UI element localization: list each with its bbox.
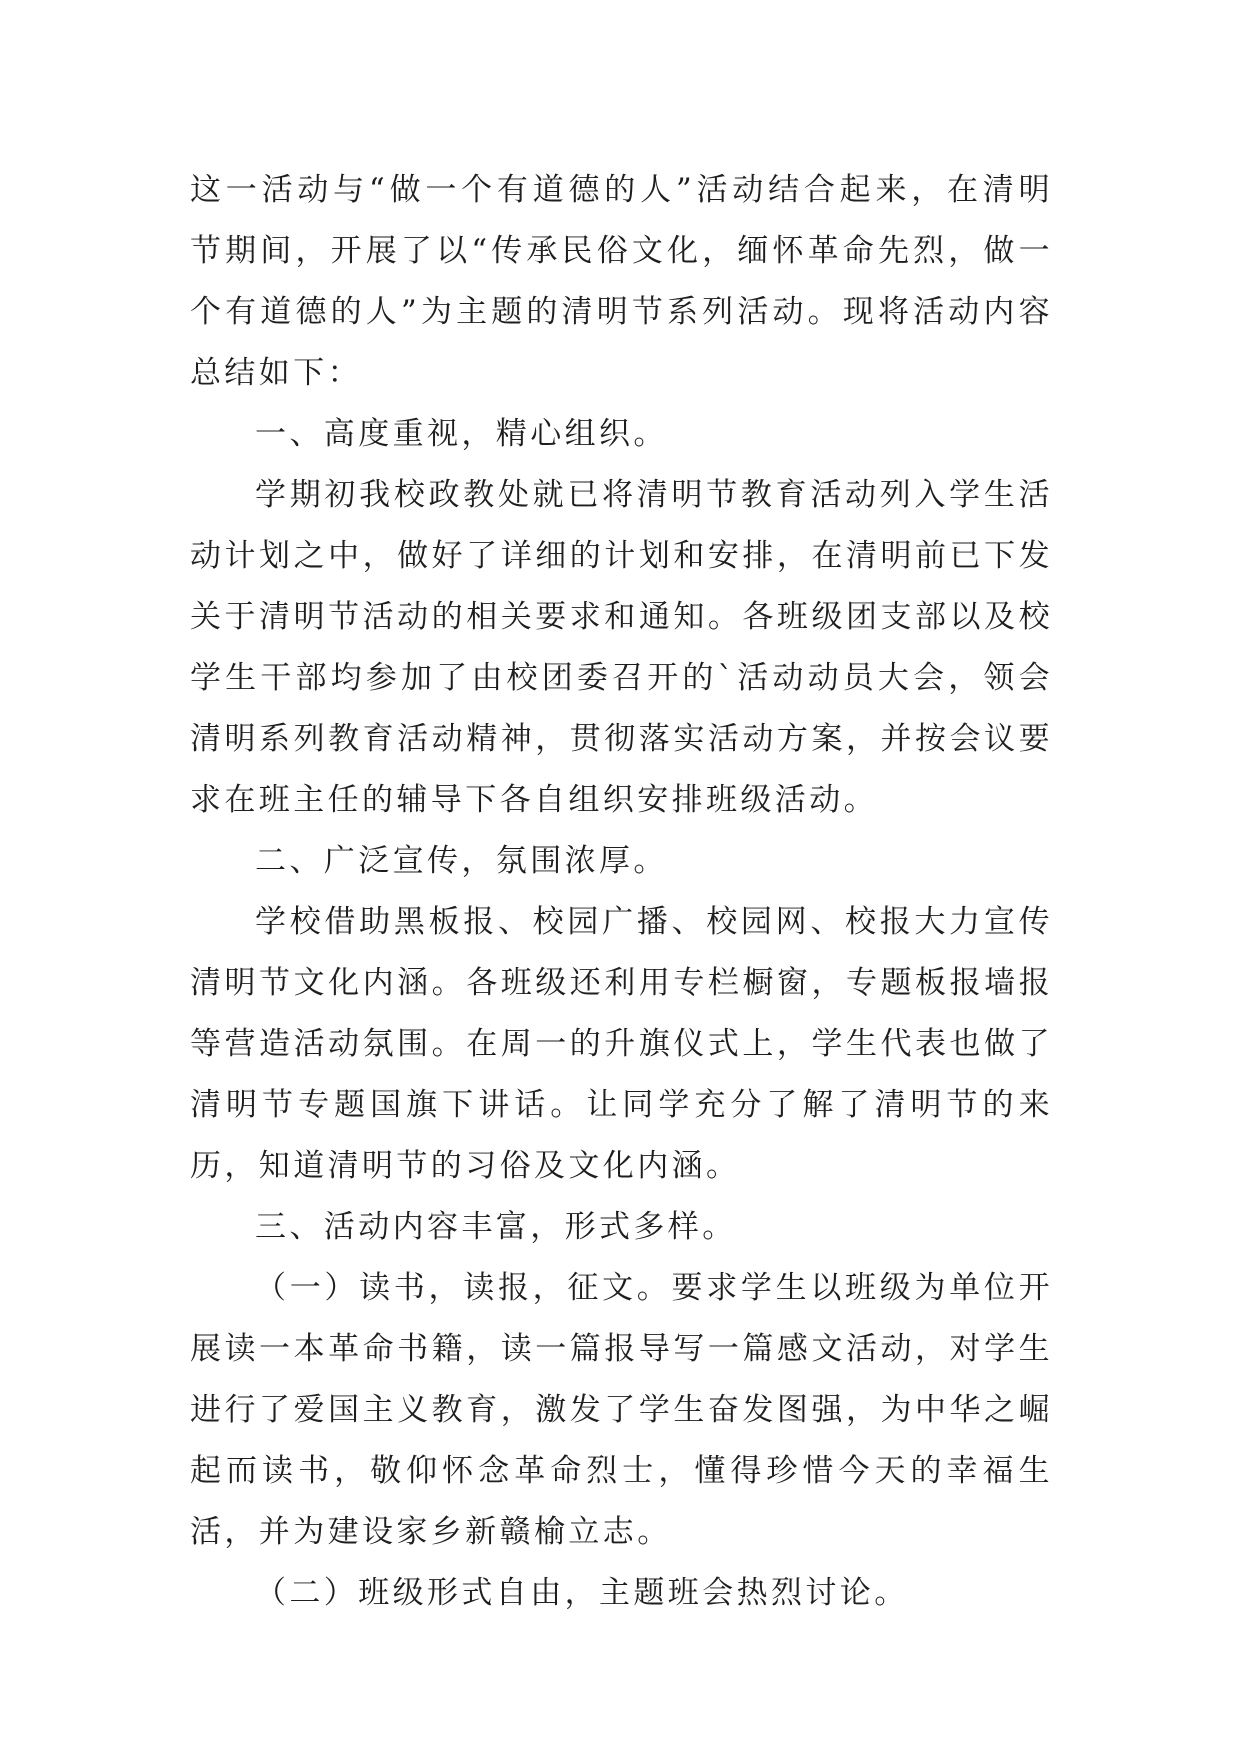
subsection-heading-2: （二）班级形式自由，主题班会热烈讨论。	[255, 1575, 909, 1611]
paragraph-subsection-1: （一）读书，读报，征文。要求学生以班级为单位开展读一本革命书籍，读一篇报导写一篇感文活动，对学生进行了爱国主义教育，激发了学生奋发图强，为中华之崛起而读书，敬仰怀念革命烈士，懂得珍惜今天的幸福生活，并为建设家乡新赣榆立志。	[190, 1270, 1053, 1550]
paragraph-section-1: 学期初我校政教处就已将清明节教育活动列入学生活动计划之中，做好了详细的计划和安排，在清明前已下发关于清明节活动的相关要求和通知。各班级团支部以及校学生干部均参加了由校团委召开的`活动动员大会，领会清明系列教育活动精神，贯彻落实活动方案，并按会议要求在班主任的辅导下各自组织安排班级活动。	[190, 477, 1053, 818]
document-body	[190, 160, 1053, 1624]
paragraph-section-2: 学校借助黑板报、校园广播、校园网、校报大力宣传清明节文化内涵。各班级还利用专栏橱窗，专题板报墙报等营造活动氛围。在周一的升旗仪式上，学生代表也做了清明节专题国旗下讲话。让同学充分了解了清明节的来历，知道清明节的习俗及文化内涵。	[190, 904, 1053, 1184]
paragraph-intro-continuation: 这一活动与“做一个有道德的人”活动结合起来，在清明节期间，开展了以“传承民俗文化，缅怀革命先烈，做一个有道德的人”为主题的清明节系列活动。现将活动内容总结如下：	[190, 172, 1053, 391]
section-heading-1: 一、高度重视，精心组织。	[255, 416, 668, 452]
section-heading-3: 三、活动内容丰富，形式多样。	[255, 1209, 737, 1245]
section-heading-2: 二、广泛宣传，氛围浓厚。	[255, 843, 668, 879]
